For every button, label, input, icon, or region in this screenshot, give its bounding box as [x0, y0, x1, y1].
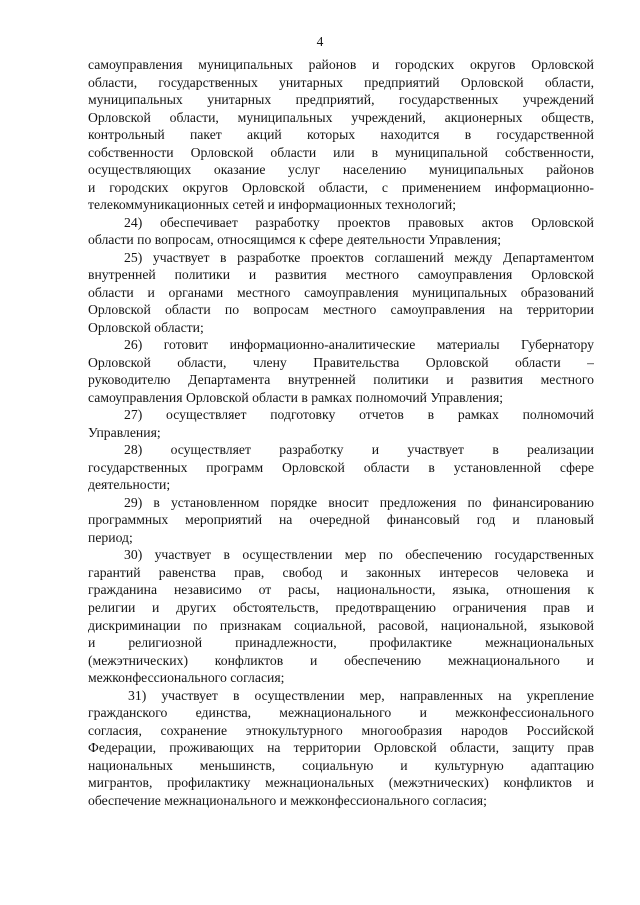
paragraph-line: и религиозной принадлежности, профилактике межнациональных [88, 635, 594, 651]
paragraph-line: (межэтнических) конфликтов и обеспечению межнационального и [88, 652, 594, 668]
paragraph-line: Орловской области; [88, 319, 204, 335]
paragraph-line: телекоммуникационных сетей и информационных технологий; [88, 197, 457, 213]
paragraph-line: программных мероприятий на очередной финансовый год и плановый [88, 512, 594, 528]
paragraph-line: Управления; [88, 424, 161, 440]
paragraph-line: согласия, сохранение этнокультурного многообразия народов Российской [88, 722, 594, 738]
paragraph-line: Орловской области по вопросам местного самоуправления на территории [88, 302, 594, 318]
paragraph-line: деятельности; [88, 477, 171, 493]
paragraph-line: области, государственных унитарных предприятий Орловской области, [88, 74, 594, 90]
paragraph-line: области и органами местного самоуправления муниципальных образований [88, 284, 594, 300]
paragraph-line: Орловской области, члену Правительства Орловской области – [88, 354, 594, 370]
paragraph-line: руководителю Департамента внутренней политики и развития местного [88, 372, 594, 388]
paragraph-line: межконфессионального согласия; [88, 670, 285, 686]
paragraph-p29 [88, 494, 594, 547]
paragraph-line: гражданского единства, межнационального и межконфессионального [88, 705, 594, 721]
paragraph-p25 [88, 249, 594, 337]
paragraph-line: 28) осуществляет разработку и участвует в реализации [124, 442, 594, 458]
paragraph-line: гражданина независимо от расы, национальности, языка, отношения к [88, 582, 594, 598]
paragraph-line: религии и других обстоятельств, предотвращению ограничения прав и [88, 599, 594, 615]
paragraph-line: национальных меньшинств, социальную и культурную адаптацию [88, 757, 594, 773]
paragraph-line: контрольный пакет акций которых находится в государственной [88, 127, 594, 143]
paragraph-p26 [88, 336, 594, 406]
paragraph-p28 [88, 441, 594, 494]
paragraph-line: период; [88, 529, 133, 545]
paragraph-line: области по вопросам, относящимся к сфере деятельности Управления; [88, 232, 502, 248]
paragraph-p31 [88, 687, 594, 810]
paragraph-line: гарантий равенства прав, свобод и законных интересов человека и [88, 564, 594, 580]
paragraph-line: собственности Орловской области или в муниципальной собственности, [88, 144, 594, 160]
page-number: 4 [316, 34, 324, 49]
paragraph-line: 30) участвует в осуществлении мер по обеспечению государственных [124, 547, 594, 563]
paragraph-p1 [88, 56, 594, 214]
paragraph-line: муниципальных унитарных предприятий, государственных учреждений [88, 92, 594, 108]
paragraph-line: 25) участвует в разработке проектов соглашений между Департаментом [124, 249, 594, 265]
paragraph-line: обеспечение межнационального и межконфессионального согласия; [88, 792, 487, 808]
paragraph-line: внутренней политики и развития местного самоуправления Орловской [88, 267, 594, 283]
paragraph-line: осуществляющих оказание услуг населению муниципальных районов [88, 162, 594, 178]
paragraph-line: 26) готовит информационно-аналитические материалы Губернатору [124, 337, 594, 353]
paragraph-p27 [88, 406, 594, 441]
document-body [88, 56, 594, 809]
paragraph-line: самоуправления Орловской области в рамках полномочий Управления; [88, 389, 504, 405]
paragraph-p30 [88, 546, 594, 686]
paragraph-line: Орловской области, муниципальных учреждений, акционерных обществ, [88, 109, 594, 125]
paragraph-line: 27) осуществляет подготовку отчетов в рамках полномочий [124, 407, 594, 423]
paragraph-line: 31) участвует в осуществлении мер, направленных на укрепление [128, 687, 594, 703]
paragraph-line: дискриминации по признакам социальной, расовой, национальной, языковой [88, 617, 594, 633]
paragraph-line: Федерации, проживающих на территории Орловской области, защиту прав [88, 740, 594, 756]
paragraph-line: государственных программ Орловской области в установленной сфере [88, 459, 594, 475]
paragraph-line: 24) обеспечивает разработку проектов правовых актов Орловской [124, 214, 594, 230]
paragraph-line: самоуправления муниципальных районов и городских округов Орловской [88, 57, 594, 72]
paragraph-line: и городских округов Орловской области, с применением информационно- [88, 179, 594, 195]
paragraph-line: мигрантов, профилактику межнациональных (межэтнических) конфликтов и [88, 775, 594, 791]
paragraph-line: 29) в установленном порядке вносит предложения по финансированию [124, 494, 594, 510]
paragraph-p24 [88, 214, 594, 249]
